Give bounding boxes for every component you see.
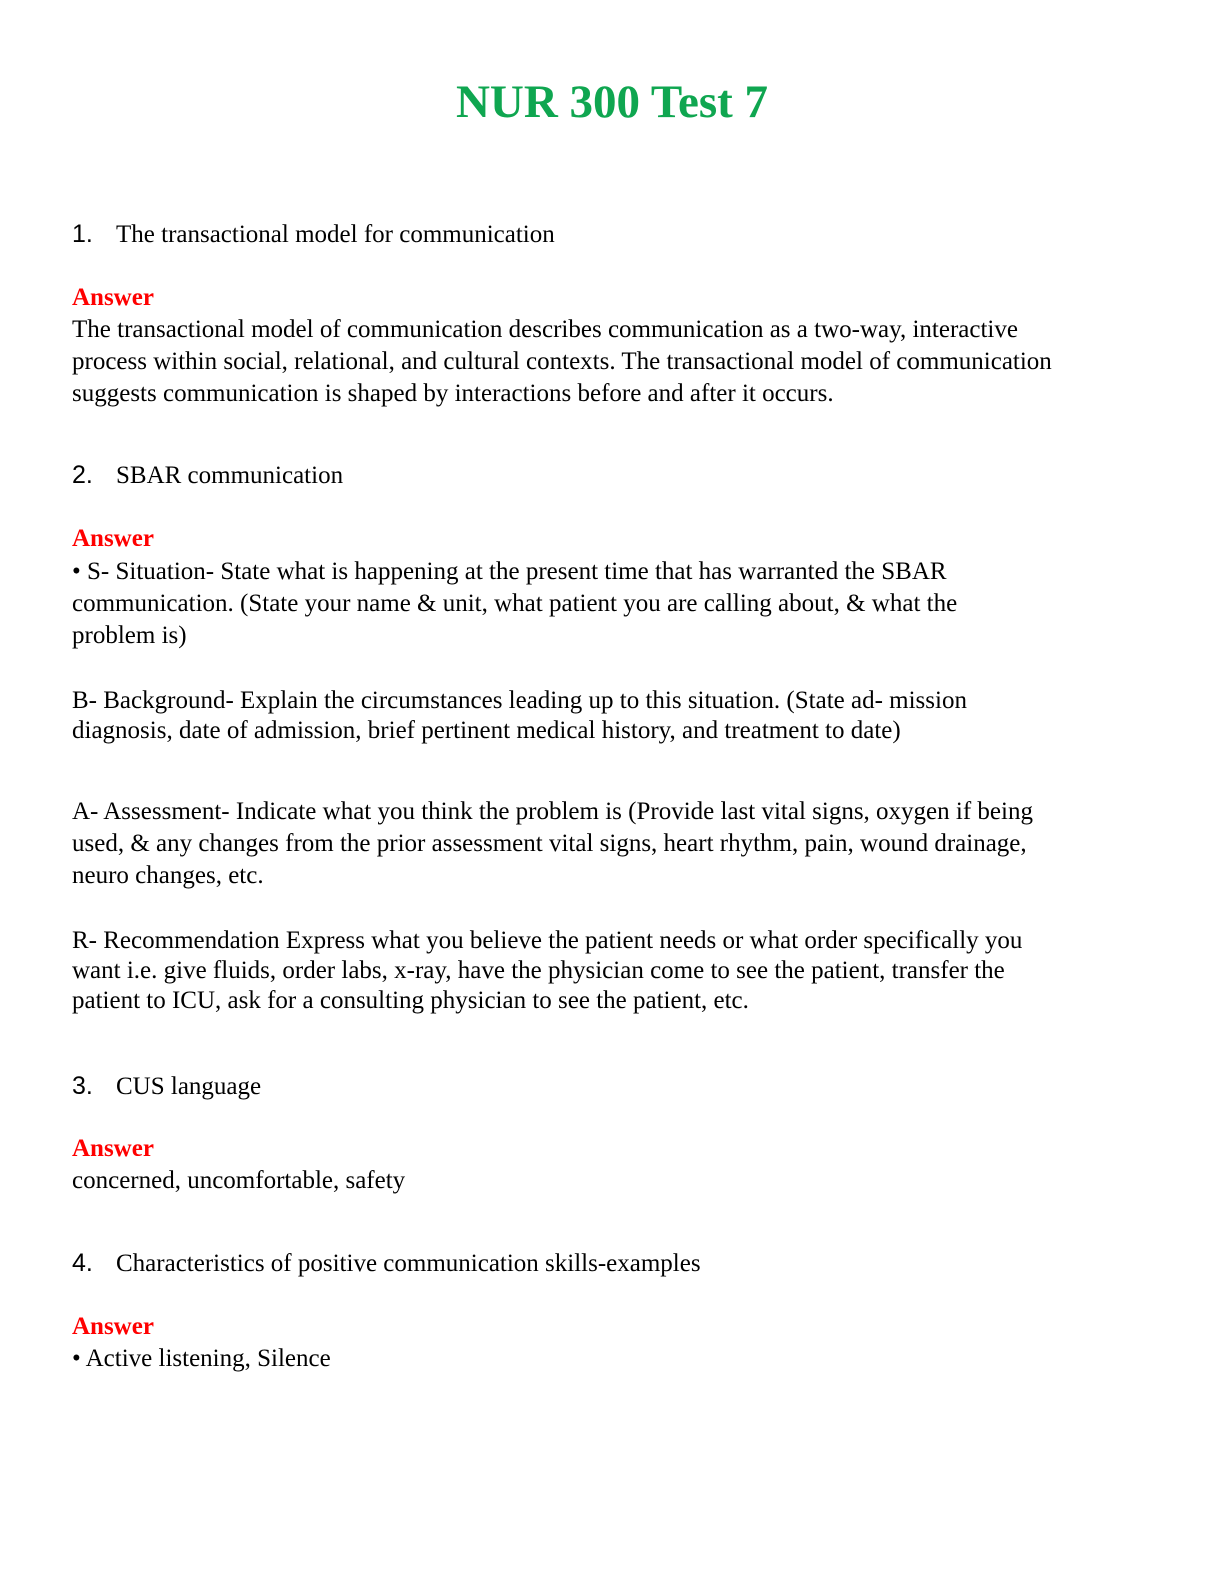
page-title: NUR 300 Test 7 (455, 76, 769, 128)
answer-line: patient to ICU, ask for a consulting physician to see the patient, etc. (72, 987, 749, 1014)
answer-line: • S- Situation- State what is happening at the present time that has warranted the SBAR (72, 558, 947, 585)
question-2 (72, 460, 1162, 491)
answer-line: process within social, relational, and cultural contexts. The transactional model of communication (72, 348, 1052, 375)
answer-line: concerned, uncomfortable, safety (72, 1167, 406, 1194)
question-number: 4. (72, 1249, 93, 1277)
answer-line: suggests communication is shaped by interactions before and after it occurs. (72, 380, 834, 407)
answer-line: The transactional model of communication describes communication as a two-way, interactive (72, 316, 1018, 343)
answer-line: R- Recommendation Express what you believe the patient needs or what order specifically you (72, 927, 1023, 954)
answer-line: used, & any changes from the prior assessment vital signs, heart rhythm, pain, wound drainage, (72, 830, 1027, 857)
sbar-background (72, 686, 1152, 746)
answer-line: communication. (State your name & unit, what patient you are calling about, & what the (72, 590, 958, 617)
question-prompt: The transactional model for communication (116, 221, 555, 248)
question-prompt: Characteristics of positive communication skills-examples (116, 1250, 701, 1277)
sbar-assessment (72, 796, 1152, 892)
question-1 (72, 219, 1162, 250)
answer-line: B- Background- Explain the circumstances leading up to this situation. (State ad- mission (72, 687, 967, 714)
answer-label: Answer (72, 284, 154, 311)
question-number: 3. (72, 1072, 93, 1100)
question-prompt: SBAR communication (116, 462, 344, 489)
answer-line: A- Assessment- Indicate what you think the problem is (Provide last vital signs, oxygen if being (72, 798, 1033, 825)
answer-text (72, 1343, 1152, 1375)
answer-line: want i.e. give fluids, order labs, x-ray, have the physician come to see the patient, transfer the (72, 957, 1005, 984)
answer-label: Answer (72, 1313, 154, 1340)
answer-line: neuro changes, etc. (72, 862, 264, 889)
question-3 (72, 1071, 1162, 1102)
answer-text (72, 1165, 1152, 1197)
question-number: 1. (72, 220, 93, 248)
answer-line: problem is) (72, 622, 187, 649)
sbar-situation (72, 556, 1152, 652)
question-prompt: CUS language (116, 1073, 262, 1100)
answer-text (72, 314, 1152, 410)
answer-line: diagnosis, date of admission, brief pertinent medical history, and treatment to date) (72, 717, 901, 744)
question-number: 2. (72, 461, 93, 489)
answer-label: Answer (72, 1135, 154, 1162)
sbar-recommendation (72, 926, 1152, 1016)
answer-line: • Active listening, Silence (72, 1345, 331, 1372)
question-4 (72, 1248, 1162, 1279)
answer-label: Answer (72, 525, 154, 552)
